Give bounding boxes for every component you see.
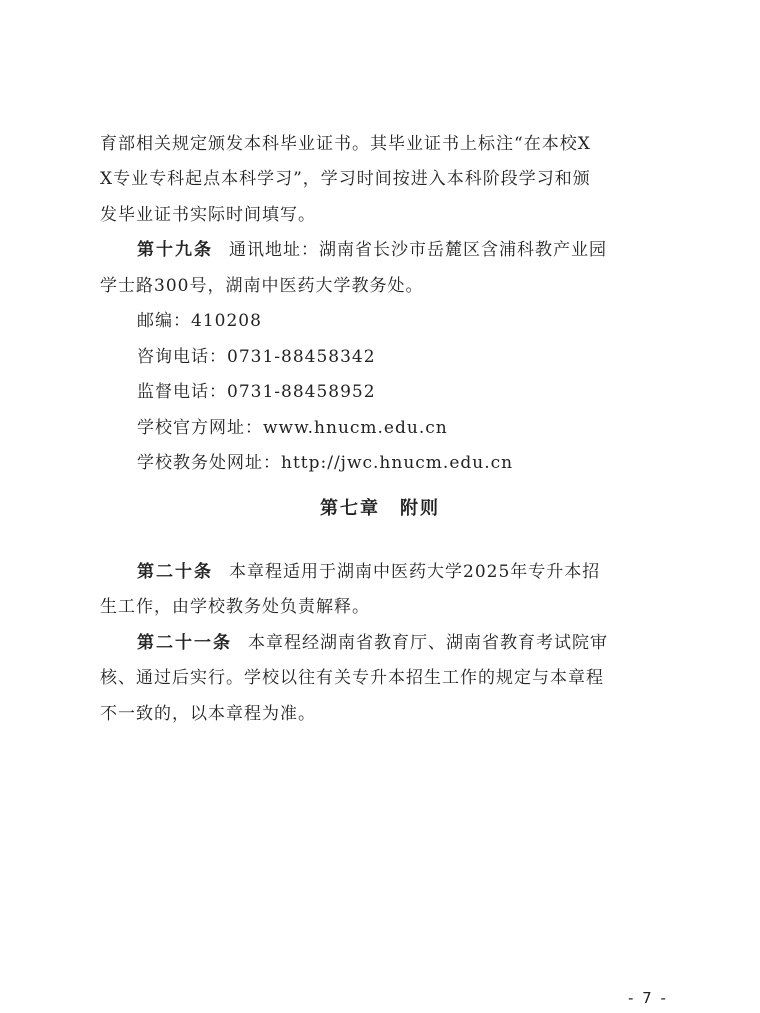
article-21-label: 第二十一条 — [137, 633, 232, 653]
article-20-line-2: 生工作，由学校教务处负责解释。 — [100, 597, 370, 617]
official-website: 学校官方网址：www.hnucm.edu.cn — [137, 418, 448, 438]
paragraph-line: X专业专科起点本科学习”，学习时间按进入本科阶段学习和颁 — [100, 169, 591, 189]
article-21-line-2: 核、通过后实行。学校以往有关专升本招生工作的规定与本章程 — [100, 668, 604, 688]
article-21-text: 本章程经湖南省教育厅、湖南省教育考试院审 — [248, 633, 608, 653]
article-21-line-1 — [137, 631, 608, 655]
paragraph-line: 发毕业证书实际时间填写。 — [100, 205, 316, 225]
postcode: 邮编：410208 — [137, 311, 262, 331]
article-20-line-1 — [137, 560, 600, 584]
supervise-phone: 监督电话：0731-88458952 — [137, 382, 376, 402]
paragraph-line: 育部相关规定颁发本科毕业证书。其毕业证书上标注“在本校X — [100, 134, 591, 154]
page-number: - 7 - — [628, 989, 668, 1007]
article-19-text: 通讯地址：湖南省长沙市岳麓区含浦科教产业园 — [229, 240, 607, 260]
article-20-label: 第二十条 — [137, 562, 213, 582]
consult-phone: 咨询电话：0731-88458342 — [137, 347, 376, 367]
article-19-label: 第十九条 — [137, 240, 213, 260]
article-21-line-3: 不一致的，以本章程为准。 — [100, 704, 316, 724]
article-19-line-1 — [137, 238, 607, 262]
academic-office-website: 学校教务处网址：http://jwc.hnucm.edu.cn — [137, 453, 514, 473]
article-19-line-2: 学士路300号，湖南中医药大学教务处。 — [100, 276, 424, 296]
chapter-heading: 第七章 附则 — [320, 498, 440, 519]
article-20-text: 本章程适用于湖南中医药大学2025年专升本招 — [229, 562, 601, 582]
